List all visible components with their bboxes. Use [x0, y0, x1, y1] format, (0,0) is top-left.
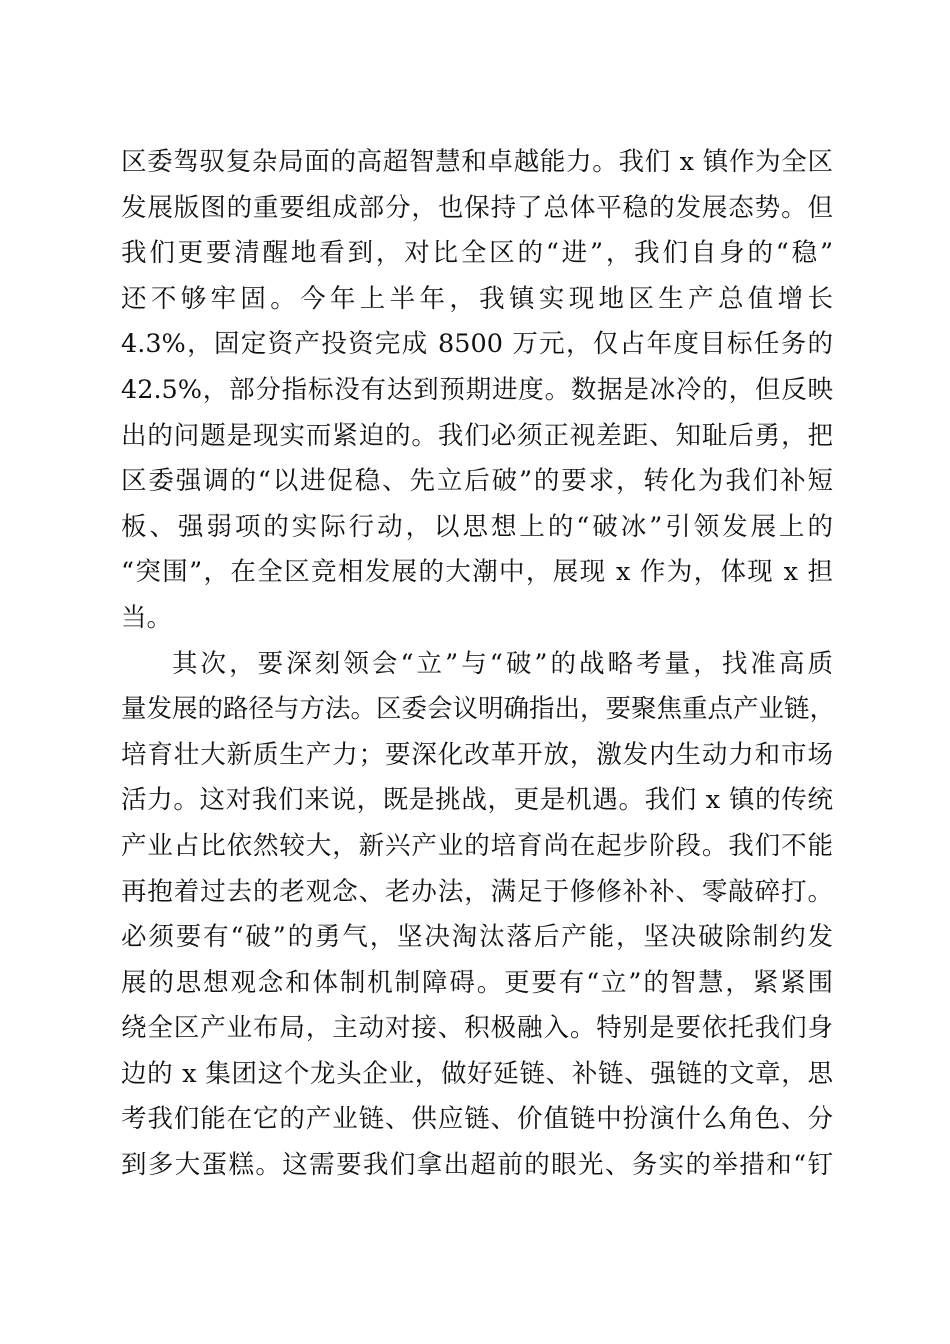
- text-line: 板、强弱项的实际行动，以思想上的“破冰”引领发展上的: [121, 511, 833, 542]
- text-line: 展的思想观念和体制机制障碍。更要有“立”的智慧，紧紧围: [121, 967, 833, 998]
- text-line: 出的问题是现实而紧迫的。我们必须正视差距、知耻后勇，把: [121, 420, 833, 451]
- text-line: 量发展的路径与方法。区委会议明确指出，要聚焦重点产业链，: [121, 694, 836, 725]
- text-line: 区委强调的“以进促稳、先立后破”的要求，转化为我们补短: [121, 466, 833, 497]
- text-line: 还不够牢固。今年上半年，我镇实现地区生产总值增长: [121, 283, 833, 314]
- paragraph-1: [121, 140, 833, 642]
- text-line: 必须要有“破”的勇气，坚决淘汰落后产能，坚决破除制约发: [121, 922, 833, 953]
- text-line: 发展版图的重要组成部分，也保持了总体平稳的发展态势。但: [121, 192, 833, 223]
- text-line: 区委驾驭复杂局面的高超智慧和卓越能力。我们 x 镇作为全区: [121, 147, 833, 177]
- text-line: 4.3%，固定资产投资完成 8500 万元，仅占年度目标任务的: [121, 329, 833, 360]
- text-line: 当。: [121, 602, 173, 633]
- text-line: 到多大蛋糕。这需要我们拿出超前的眼光、务实的举措和“钉: [121, 1150, 833, 1181]
- text-line: 其次，要深刻领会“立”与“破”的战略考量，找准高质: [172, 648, 833, 679]
- text-line: 培育壮大新质生产力；要深化改革开放，激发内生动力和市场: [121, 739, 833, 770]
- text-line: 绕全区产业布局，主动对接、积极融入。特别是要依托我们身: [121, 1013, 833, 1044]
- paragraph-2: [121, 642, 836, 1189]
- body-text: [121, 140, 836, 1189]
- text-line: 42.5%，部分指标没有达到预期进度。数据是冰冷的，但反映: [121, 374, 833, 405]
- text-line: 活力。这对我们来说，既是挑战，更是机遇。我们 x 镇的传统: [121, 785, 833, 816]
- text-line: 边的 x 集团这个龙头企业，做好延链、补链、强链的文章，思: [121, 1058, 833, 1089]
- text-line: 再抱着过去的老观念、老办法，满足于修修补补、零敲碎打。: [121, 876, 833, 907]
- text-line: 我们更要清醒地看到，对比全区的“进”，我们自身的“稳”: [121, 238, 833, 269]
- text-line: 考我们能在它的产业链、供应链、价值链中扮演什么角色、分: [121, 1104, 833, 1135]
- text-line: 产业占比依然较大，新兴产业的培育尚在起步阶段。我们不能: [121, 830, 833, 861]
- text-line: “突围”，在全区竞相发展的大潮中，展现 x 作为，体现 x 担: [121, 557, 833, 588]
